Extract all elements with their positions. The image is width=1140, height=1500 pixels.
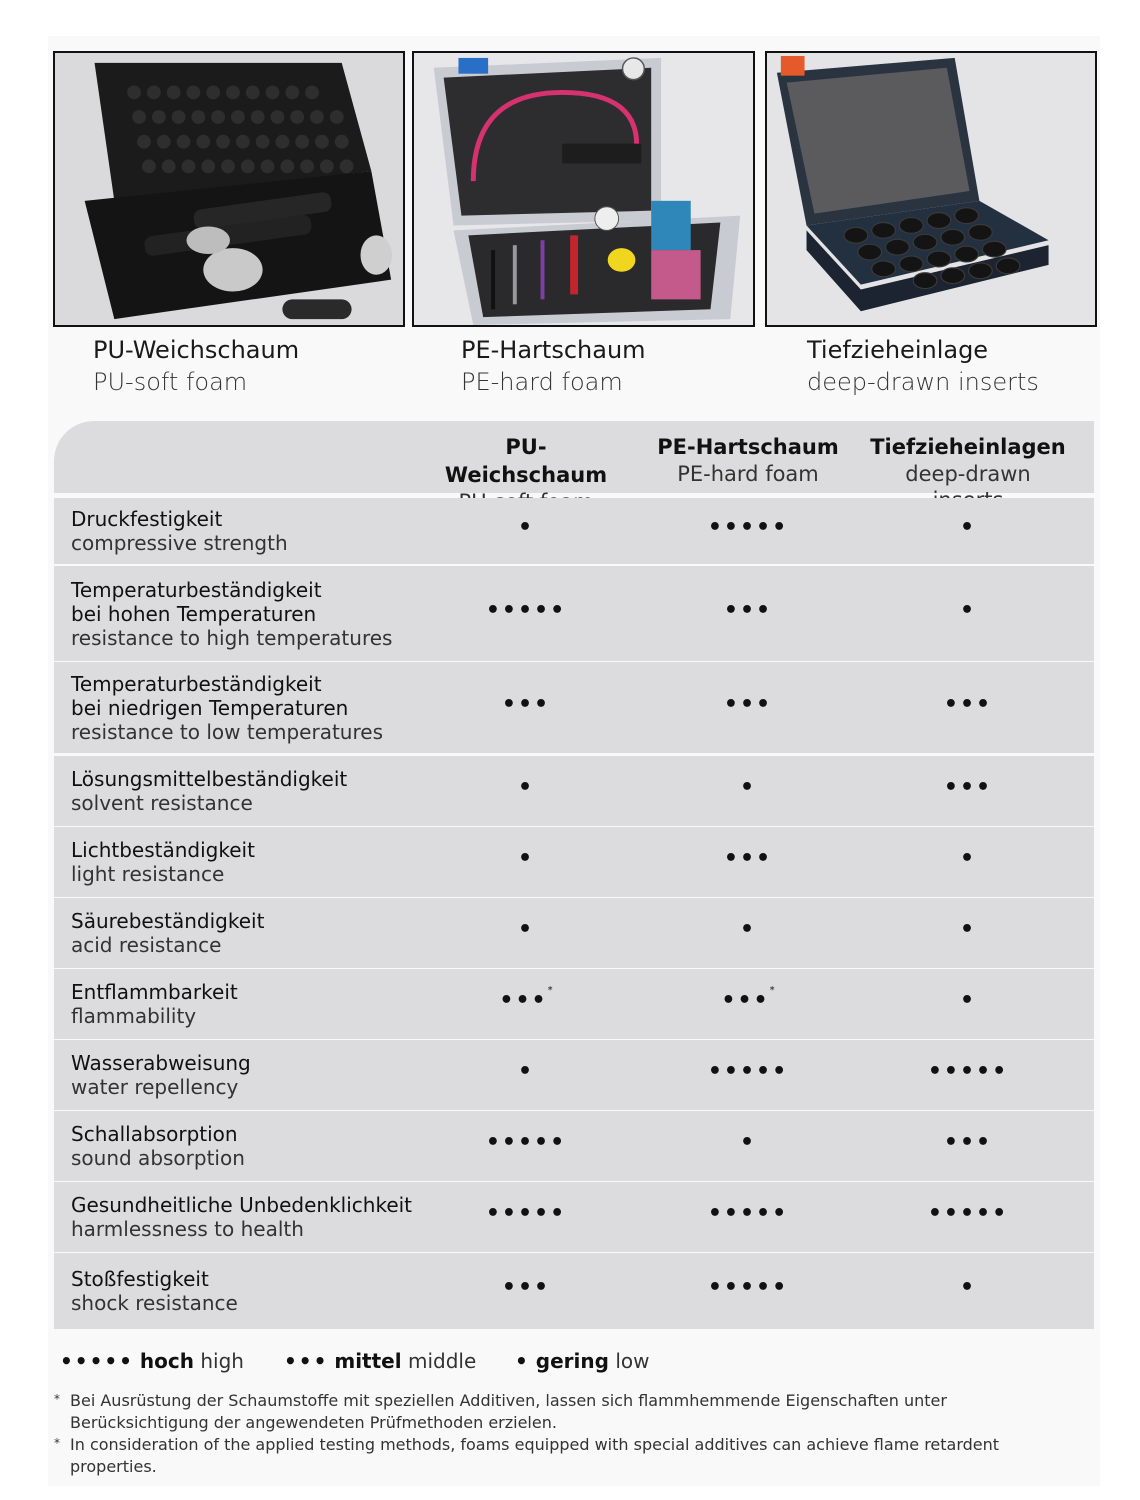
caption-pu-soft-foam [93, 334, 299, 398]
row-label-en: harmlessness to health [71, 1217, 304, 1241]
rating-dots: ••• [501, 692, 551, 717]
row-label-en: light resistance [71, 862, 225, 886]
table-row [54, 566, 1094, 661]
rating-cell [426, 775, 626, 800]
rating-cell [426, 917, 626, 942]
row-label-en: resistance to low temperatures [71, 720, 383, 744]
row-label-de: Lösungsmittelbeständigkeit [71, 767, 348, 791]
row-label-wasser [71, 1051, 251, 1099]
rating-dots: • [959, 988, 977, 1013]
rating-cell [426, 1130, 626, 1155]
legend-dots: ••• [284, 1349, 329, 1373]
legend-label-en: low [615, 1349, 650, 1373]
rating-cell [868, 1275, 1068, 1300]
rating-cell [868, 988, 1068, 1013]
table-row [54, 1253, 1094, 1329]
rating-cell [868, 515, 1068, 540]
row-label-de: Entflammbarkeit [71, 980, 238, 1004]
rating-dots: ••••• [707, 1275, 789, 1300]
caption-de: Tiefzieheinlage [807, 336, 989, 364]
row-label-en: compressive strength [71, 531, 288, 555]
rating-cell [868, 846, 1068, 871]
footnote-de [54, 1390, 1054, 1434]
rating-dots: • [959, 917, 977, 942]
rating-dots: ••••• [707, 1059, 789, 1084]
rating-cell [648, 984, 848, 1013]
row-label-en: shock resistance [71, 1291, 238, 1315]
rating-cell [648, 1275, 848, 1300]
rating-dots: ••••• [485, 1201, 567, 1226]
legend-label-en: middle [407, 1349, 477, 1373]
table-header [54, 421, 1094, 493]
rating-dots: • [739, 775, 757, 800]
rating-dots: ••• [721, 988, 770, 1013]
rating-cell [648, 515, 848, 540]
caption-en: PE-hard foam [461, 368, 623, 396]
rating-dots: • [517, 775, 535, 800]
column-header-en: PE-hard foam [677, 462, 819, 486]
row-label-de-line2: bei hohen Temperaturen [71, 602, 317, 626]
rating-dots: ••• [943, 692, 993, 717]
rating-cell [426, 984, 626, 1013]
column-header-de: PU-Weichschaum [444, 435, 608, 487]
legend-dots: • [515, 1349, 530, 1373]
rating-cell [426, 515, 626, 540]
table-row [54, 756, 1094, 826]
comparison-table [54, 421, 1094, 1315]
rating-cell [648, 692, 848, 717]
rating-cell [648, 1130, 848, 1155]
rating-cell [648, 598, 848, 623]
rating-cell [868, 775, 1068, 800]
row-label-loesungsmittel [71, 767, 347, 815]
footnote-text: Bei Ausrüstung der Schaumstoffe mit speziellen Additiven, lassen sich flammhemmende Eigenschaften unter Berücksichtigung der angewendeten Prüfmethoden erzielen. [70, 1391, 947, 1432]
rating-dots: • [959, 598, 977, 623]
rating-dots: ••••• [927, 1059, 1009, 1084]
rating-dots: ••••• [485, 598, 567, 623]
legend-label-de: hoch [139, 1349, 194, 1373]
rating-cell [426, 1275, 626, 1300]
rating-dots: ••• [501, 1275, 551, 1300]
rating-dots: • [517, 917, 535, 942]
row-label-druckfestigkeit [71, 507, 288, 555]
pu-soft-foam-case-photo [53, 51, 405, 327]
rating-dots: • [739, 1130, 757, 1155]
row-label-de: Wasserabweisung [71, 1051, 251, 1075]
rating-cell [868, 692, 1068, 717]
legend-label-de: mittel [334, 1349, 402, 1373]
table-row [54, 898, 1094, 968]
footnote-en [54, 1434, 1054, 1478]
caption-de: PU-Weichschaum [93, 336, 300, 364]
row-label-en: acid resistance [71, 933, 222, 957]
footnote-marker: * [547, 984, 553, 996]
rating-cell [648, 1201, 848, 1226]
row-label-licht [71, 838, 255, 886]
rating-cell [868, 1130, 1068, 1155]
row-label-entflammbarkeit [71, 980, 238, 1028]
row-label-de: Säurebeständigkeit [71, 909, 265, 933]
rating-dots: • [517, 515, 535, 540]
rating-dots: • [517, 846, 535, 871]
rating-dots: • [517, 1059, 535, 1084]
row-label-en: sound absorption [71, 1146, 245, 1170]
rating-cell [648, 775, 848, 800]
rating-cell [648, 917, 848, 942]
rating-cell [426, 1201, 626, 1226]
deep-drawn-insert-case-photo [765, 51, 1097, 327]
row-label-stoss [71, 1267, 238, 1315]
table-row [54, 827, 1094, 897]
row-label-en: flammability [71, 1004, 197, 1028]
rating-dots: • [739, 917, 757, 942]
table-row [54, 1111, 1094, 1181]
row-label-en: solvent resistance [71, 791, 253, 815]
row-label-de: Temperaturbeständigkeit [71, 672, 322, 696]
rating-dots: ••••• [927, 1201, 1009, 1226]
rating-dots: ••• [943, 775, 993, 800]
pe-hard-foam-case-photo [412, 51, 755, 327]
row-label-saeure [71, 909, 264, 957]
legend-dots: ••••• [60, 1349, 134, 1373]
table-row [54, 662, 1094, 753]
rating-cell [648, 1059, 848, 1084]
rating-dots: ••• [499, 988, 548, 1013]
rating-dots: • [959, 1275, 977, 1300]
legend-item-high [60, 1349, 244, 1373]
rating-dots: • [959, 515, 977, 540]
row-label-de: Schallabsorption [71, 1122, 238, 1146]
column-header-pe [648, 433, 848, 487]
row-label-de: Gesundheitliche Unbedenklichkeit [71, 1193, 413, 1217]
row-label-en: resistance to high temperatures [71, 626, 393, 650]
legend-label-en: high [200, 1349, 244, 1373]
rating-dots: ••••• [485, 1130, 567, 1155]
table-row [54, 969, 1094, 1039]
rating-dots: ••• [723, 598, 773, 623]
row-label-de: Druckfestigkeit [71, 507, 223, 531]
rating-dots: ••••• [707, 515, 789, 540]
column-header-en: deep-drawn [905, 462, 1031, 486]
row-label-temp-niedrig [71, 672, 383, 744]
column-header-de: Tiefzieheinlagen [870, 435, 1066, 459]
caption-en: deep-drawn inserts [807, 368, 1039, 396]
footnote-mark: * [54, 1436, 60, 1450]
row-label-de-line2: bei niedrigen Temperaturen [71, 696, 349, 720]
row-label-de: Temperaturbeständigkeit [71, 578, 322, 602]
footnote-marker: * [769, 984, 775, 996]
row-label-de: Lichtbeständigkeit [71, 838, 255, 862]
row-label-en: water repellency [71, 1075, 239, 1099]
rating-dots: ••••• [707, 1201, 789, 1226]
table-row [54, 1182, 1094, 1252]
row-label-gesundheit [71, 1193, 412, 1241]
caption-pe-hard-foam [461, 334, 646, 398]
rating-cell [426, 1059, 626, 1084]
row-label-temp-hoch [71, 578, 392, 650]
legend-item-low [515, 1349, 649, 1373]
rating-cell [648, 846, 848, 871]
caption-en: PU-soft foam [93, 368, 248, 396]
row-label-de: Stoßfestigkeit [71, 1267, 209, 1291]
rating-cell [426, 846, 626, 871]
rating-cell [868, 1201, 1068, 1226]
rating-dots: • [959, 846, 977, 871]
rating-dots: ••• [723, 846, 773, 871]
footnote-mark: * [54, 1392, 60, 1406]
rating-cell [868, 1059, 1068, 1084]
rating-cell [426, 692, 626, 717]
legend-label-de: gering [535, 1349, 609, 1373]
row-label-schall [71, 1122, 245, 1170]
rating-dots: ••• [943, 1130, 993, 1155]
footnote-text: In consideration of the applied testing methods, foams equipped with special additives can achieve flame retardent properties. [70, 1435, 1000, 1476]
rating-dots: ••• [723, 692, 773, 717]
caption-de: PE-Hartschaum [461, 336, 646, 364]
rating-cell [868, 598, 1068, 623]
legend-item-middle [284, 1349, 476, 1373]
table-row [54, 1040, 1094, 1110]
column-header-de: PE-Hartschaum [657, 435, 839, 459]
caption-deep-drawn-inserts [807, 334, 1039, 398]
table-row [54, 498, 1094, 564]
rating-cell [426, 598, 626, 623]
rating-cell [868, 917, 1068, 942]
